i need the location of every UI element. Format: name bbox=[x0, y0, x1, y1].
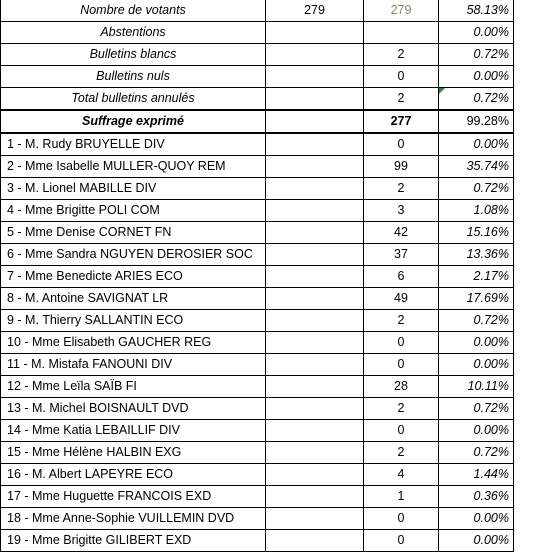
summary-row-exprime bbox=[1, 110, 514, 133]
candidate-empty-cell bbox=[266, 420, 364, 442]
candidate-votes: 0 bbox=[364, 133, 439, 156]
candidate-votes: 0 bbox=[364, 530, 439, 552]
summary-label: Nombre de votants bbox=[1, 0, 266, 22]
summary-value bbox=[266, 88, 364, 111]
candidate-votes: 49 bbox=[364, 288, 439, 310]
candidate-empty-cell bbox=[266, 310, 364, 332]
summary-label: Total bulletins annulés bbox=[1, 88, 266, 111]
candidate-row bbox=[1, 464, 514, 486]
candidate-percent: 0.00% bbox=[439, 508, 514, 530]
candidate-name: 14 - Mme Katia LEBAILLIF DIV bbox=[1, 420, 266, 442]
comment-marker-icon bbox=[439, 88, 445, 94]
candidate-percent: 0.00% bbox=[439, 133, 514, 156]
summary-row-nuls bbox=[1, 66, 514, 88]
summary-percent: 0.00% bbox=[439, 66, 514, 88]
candidate-empty-cell bbox=[266, 486, 364, 508]
candidate-votes: 4 bbox=[364, 464, 439, 486]
candidate-empty-cell bbox=[266, 332, 364, 354]
candidate-name: 4 - Mme Brigitte POLI COM bbox=[1, 200, 266, 222]
candidate-name: 12 - Mme Leïla SAÏB FI bbox=[1, 376, 266, 398]
candidate-row bbox=[1, 398, 514, 420]
summary-value bbox=[266, 66, 364, 88]
candidate-percent: 0.72% bbox=[439, 310, 514, 332]
candidate-votes: 2 bbox=[364, 178, 439, 200]
candidate-votes: 0 bbox=[364, 420, 439, 442]
summary-value-alt: 277 bbox=[364, 110, 439, 133]
candidate-percent: 13.36% bbox=[439, 244, 514, 266]
candidate-row bbox=[1, 200, 514, 222]
summary-label: Abstentions bbox=[1, 22, 266, 44]
summary-percent: 99.28% bbox=[439, 110, 514, 133]
candidate-empty-cell bbox=[266, 354, 364, 376]
candidate-name: 13 - M. Michel BOISNAULT DVD bbox=[1, 398, 266, 420]
candidate-votes: 1 bbox=[364, 486, 439, 508]
candidate-name: 2 - Mme Isabelle MULLER-QUOY REM bbox=[1, 156, 266, 178]
candidate-name: 9 - M. Thierry SALLANTIN ECO bbox=[1, 310, 266, 332]
candidate-name: 5 - Mme Denise CORNET FN bbox=[1, 222, 266, 244]
summary-row-abstentions bbox=[1, 22, 514, 44]
candidate-percent: 10.11% bbox=[439, 376, 514, 398]
candidate-name: 8 - M. Antoine SAVIGNAT LR bbox=[1, 288, 266, 310]
candidate-percent: 0.00% bbox=[439, 354, 514, 376]
candidate-percent: 0.72% bbox=[439, 398, 514, 420]
summary-value-alt: 2 bbox=[364, 88, 439, 111]
candidate-name: 19 - Mme Brigitte GILIBERT EXD bbox=[1, 530, 266, 552]
candidate-empty-cell bbox=[266, 266, 364, 288]
candidate-votes: 2 bbox=[364, 310, 439, 332]
summary-percent: 0.00% bbox=[439, 22, 514, 44]
candidate-name: 16 - M. Albert LAPEYRE ECO bbox=[1, 464, 266, 486]
candidate-row bbox=[1, 376, 514, 398]
candidate-percent: 35.74% bbox=[439, 156, 514, 178]
candidate-empty-cell bbox=[266, 464, 364, 486]
candidate-votes: 42 bbox=[364, 222, 439, 244]
candidate-empty-cell bbox=[266, 288, 364, 310]
candidate-empty-cell bbox=[266, 244, 364, 266]
candidate-name: 10 - Mme Elisabeth GAUCHER REG bbox=[1, 332, 266, 354]
summary-percent bbox=[439, 88, 514, 111]
candidate-name: 6 - Mme Sandra NGUYEN DEROSIER SOC bbox=[1, 244, 266, 266]
candidate-votes: 2 bbox=[364, 398, 439, 420]
candidate-empty-cell bbox=[266, 178, 364, 200]
candidate-empty-cell bbox=[266, 222, 364, 244]
candidate-votes: 2 bbox=[364, 442, 439, 464]
summary-row-blancs bbox=[1, 44, 514, 66]
candidate-percent: 0.00% bbox=[439, 530, 514, 552]
candidate-percent: 15.16% bbox=[439, 222, 514, 244]
candidate-percent: 2.17% bbox=[439, 266, 514, 288]
summary-value-alt: 0 bbox=[364, 66, 439, 88]
candidate-row bbox=[1, 288, 514, 310]
summary-percent: 0.72% bbox=[439, 44, 514, 66]
summary-value-alt: 279 bbox=[364, 0, 439, 22]
candidate-empty-cell bbox=[266, 156, 364, 178]
summary-value bbox=[266, 22, 364, 44]
summary-label: Suffrage exprimé bbox=[1, 110, 266, 133]
candidate-list bbox=[1, 133, 514, 552]
candidate-name: 17 - Mme Huguette FRANCOIS EXD bbox=[1, 486, 266, 508]
candidate-percent: 0.36% bbox=[439, 486, 514, 508]
candidate-name: 15 - Mme Hélène HALBIN EXG bbox=[1, 442, 266, 464]
candidate-name: 1 - M. Rudy BRUYELLE DIV bbox=[1, 133, 266, 156]
summary-row-annules bbox=[1, 88, 514, 111]
candidate-row bbox=[1, 244, 514, 266]
candidate-name: 7 - Mme Benedicte ARIES ECO bbox=[1, 266, 266, 288]
summary-value: 279 bbox=[266, 0, 364, 22]
summary-value bbox=[266, 110, 364, 133]
candidate-votes: 6 bbox=[364, 266, 439, 288]
candidate-row bbox=[1, 310, 514, 332]
summary-label: Bulletins nuls bbox=[1, 66, 266, 88]
candidate-empty-cell bbox=[266, 133, 364, 156]
summary-percent-text: 0.72% bbox=[473, 91, 509, 105]
candidate-row bbox=[1, 266, 514, 288]
candidate-percent: 0.72% bbox=[439, 442, 514, 464]
candidate-empty-cell bbox=[266, 376, 364, 398]
candidate-row bbox=[1, 133, 514, 156]
candidate-percent: 17.69% bbox=[439, 288, 514, 310]
candidate-name: 11 - M. Mistafa FANOUNI DIV bbox=[1, 354, 266, 376]
candidate-row bbox=[1, 442, 514, 464]
candidate-percent: 1.44% bbox=[439, 464, 514, 486]
candidate-votes: 37 bbox=[364, 244, 439, 266]
candidate-votes: 3 bbox=[364, 200, 439, 222]
summary-row-votants bbox=[1, 0, 514, 22]
candidate-empty-cell bbox=[266, 530, 364, 552]
candidate-votes: 99 bbox=[364, 156, 439, 178]
candidate-row bbox=[1, 420, 514, 442]
summary-value-alt bbox=[364, 22, 439, 44]
candidate-row bbox=[1, 178, 514, 200]
candidate-empty-cell bbox=[266, 200, 364, 222]
candidate-row bbox=[1, 530, 514, 552]
candidate-empty-cell bbox=[266, 398, 364, 420]
summary-label: Bulletins blancs bbox=[1, 44, 266, 66]
candidate-name: 3 - M. Lionel MABILLE DIV bbox=[1, 178, 266, 200]
candidate-votes: 0 bbox=[364, 332, 439, 354]
candidate-percent: 0.72% bbox=[439, 178, 514, 200]
candidate-percent: 1.08% bbox=[439, 200, 514, 222]
candidate-name: 18 - Mme Anne-Sophie VUILLEMIN DVD bbox=[1, 508, 266, 530]
candidate-row bbox=[1, 486, 514, 508]
candidate-percent: 0.00% bbox=[439, 332, 514, 354]
candidate-row bbox=[1, 354, 514, 376]
candidate-votes: 0 bbox=[364, 354, 439, 376]
candidate-row bbox=[1, 508, 514, 530]
candidate-row bbox=[1, 222, 514, 244]
candidate-votes: 0 bbox=[364, 508, 439, 530]
summary-value bbox=[266, 44, 364, 66]
candidate-row bbox=[1, 156, 514, 178]
candidate-empty-cell bbox=[266, 442, 364, 464]
candidate-votes: 28 bbox=[364, 376, 439, 398]
candidate-percent: 0.00% bbox=[439, 420, 514, 442]
summary-percent: 58.13% bbox=[439, 0, 514, 22]
candidate-empty-cell bbox=[266, 508, 364, 530]
summary-value-alt: 2 bbox=[364, 44, 439, 66]
candidate-row bbox=[1, 332, 514, 354]
